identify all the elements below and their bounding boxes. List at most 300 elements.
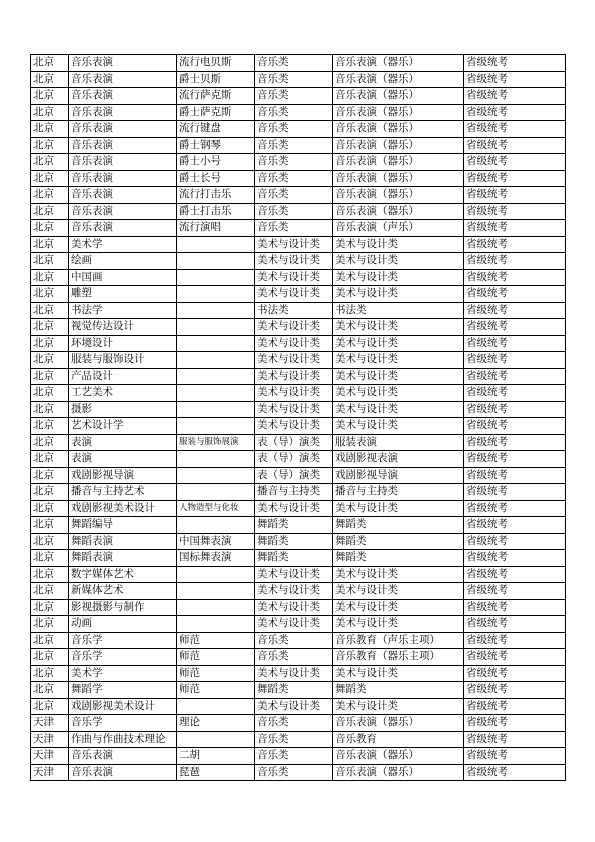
exam-category-cell: 音乐类 — [255, 187, 333, 204]
exam-subject-cell: 音乐表演（器乐） — [333, 715, 464, 732]
direction-cell: 爵士萨克斯 — [177, 104, 255, 121]
province-cell: 北京 — [31, 88, 69, 105]
exam-subject-cell: 美术与设计类 — [333, 599, 464, 616]
province-cell: 北京 — [31, 434, 69, 451]
major-cell: 音乐表演 — [69, 104, 177, 121]
direction-cell: 人物造型与化妆 — [177, 500, 255, 517]
major-cell: 音乐表演 — [69, 187, 177, 204]
exam-type-cell: 省级统考 — [464, 583, 566, 600]
major-cell: 音乐表演 — [69, 170, 177, 187]
exam-subject-cell: 美术与设计类 — [333, 566, 464, 583]
province-cell: 北京 — [31, 302, 69, 319]
direction-cell — [177, 467, 255, 484]
exam-subject-cell: 美术与设计类 — [333, 665, 464, 682]
exam-subject-cell: 音乐表演（器乐） — [333, 154, 464, 171]
exam-category-cell: 舞蹈类 — [255, 550, 333, 567]
direction-cell: 流行打击乐 — [177, 187, 255, 204]
exam-type-cell: 省级统考 — [464, 269, 566, 286]
province-cell: 天津 — [31, 748, 69, 765]
exam-subject-cell: 音乐教育（器乐主项） — [333, 649, 464, 666]
exam-type-cell: 省级统考 — [464, 682, 566, 699]
province-cell: 北京 — [31, 236, 69, 253]
exam-type-cell: 省级统考 — [464, 599, 566, 616]
exam-category-cell: 美术与设计类 — [255, 418, 333, 435]
province-cell: 北京 — [31, 137, 69, 154]
province-cell: 北京 — [31, 665, 69, 682]
major-cell: 舞蹈学 — [69, 682, 177, 699]
exam-category-cell: 美术与设计类 — [255, 616, 333, 633]
exam-subject-cell: 美术与设计类 — [333, 418, 464, 435]
exam-type-cell: 省级统考 — [464, 401, 566, 418]
direction-cell — [177, 286, 255, 303]
table-row — [31, 682, 566, 699]
direction-cell: 爵士长号 — [177, 170, 255, 187]
exam-category-cell: 音乐类 — [255, 220, 333, 237]
exam-subject-cell: 美术与设计类 — [333, 385, 464, 402]
major-cell: 雕塑 — [69, 286, 177, 303]
exam-type-cell: 省级统考 — [464, 368, 566, 385]
table-row — [31, 137, 566, 154]
table-row — [31, 434, 566, 451]
exam-category-cell: 音乐类 — [255, 203, 333, 220]
table-row — [31, 698, 566, 715]
table-row — [31, 220, 566, 237]
exam-subject-cell: 美术与设计类 — [333, 253, 464, 270]
exam-type-cell: 省级统考 — [464, 649, 566, 666]
province-cell: 北京 — [31, 401, 69, 418]
major-cell: 音乐学 — [69, 632, 177, 649]
exam-category-cell: 舞蹈类 — [255, 533, 333, 550]
major-cell: 摄影 — [69, 401, 177, 418]
province-cell: 北京 — [31, 385, 69, 402]
table-row — [31, 616, 566, 633]
table-row — [31, 368, 566, 385]
exam-subject-cell: 音乐表演（器乐） — [333, 137, 464, 154]
major-cell: 书法学 — [69, 302, 177, 319]
major-cell: 艺术设计学 — [69, 418, 177, 435]
major-cell: 音乐表演 — [69, 220, 177, 237]
major-cell: 音乐表演 — [69, 203, 177, 220]
table-row — [31, 104, 566, 121]
direction-cell — [177, 236, 255, 253]
direction-cell: 琵琶 — [177, 764, 255, 781]
exam-subject-cell: 美术与设计类 — [333, 401, 464, 418]
province-cell: 北京 — [31, 170, 69, 187]
exam-type-cell: 省级统考 — [464, 665, 566, 682]
exam-type-cell: 省级统考 — [464, 220, 566, 237]
exam-category-cell: 播音与主持类 — [255, 484, 333, 501]
table-row — [31, 451, 566, 468]
province-cell: 天津 — [31, 764, 69, 781]
table-row — [31, 418, 566, 435]
major-cell: 音乐表演 — [69, 71, 177, 88]
direction-cell: 服装与服饰展演 — [177, 434, 255, 451]
direction-cell — [177, 616, 255, 633]
exam-category-cell: 音乐类 — [255, 55, 333, 72]
province-cell: 天津 — [31, 731, 69, 748]
exam-type-cell: 省级统考 — [464, 187, 566, 204]
table-body — [31, 55, 566, 781]
exam-type-cell: 省级统考 — [464, 533, 566, 550]
major-cell: 服装与服饰设计 — [69, 352, 177, 369]
exam-type-cell: 省级统考 — [464, 566, 566, 583]
table-row — [31, 550, 566, 567]
exam-category-cell: 音乐类 — [255, 71, 333, 88]
exam-subject-cell: 音乐表演（声乐） — [333, 220, 464, 237]
exam-category-cell: 美术与设计类 — [255, 385, 333, 402]
province-cell: 北京 — [31, 104, 69, 121]
exam-type-cell: 省级统考 — [464, 170, 566, 187]
table-row — [31, 335, 566, 352]
province-cell: 天津 — [31, 715, 69, 732]
table-row — [31, 203, 566, 220]
province-cell: 北京 — [31, 187, 69, 204]
exam-type-cell: 省级统考 — [464, 731, 566, 748]
exam-category-cell: 书法类 — [255, 302, 333, 319]
exam-subject-cell: 舞蹈类 — [333, 517, 464, 534]
exam-category-cell: 音乐类 — [255, 715, 333, 732]
exam-type-cell: 省级统考 — [464, 385, 566, 402]
exam-category-cell: 音乐类 — [255, 731, 333, 748]
table-row — [31, 187, 566, 204]
table-row — [31, 236, 566, 253]
exam-type-cell: 省级统考 — [464, 715, 566, 732]
province-cell: 北京 — [31, 220, 69, 237]
exam-type-cell: 省级统考 — [464, 698, 566, 715]
exam-subject-cell: 舞蹈类 — [333, 533, 464, 550]
direction-cell — [177, 368, 255, 385]
major-cell: 视觉传达设计 — [69, 319, 177, 336]
exam-subject-cell: 音乐教育（声乐主项） — [333, 632, 464, 649]
exam-subject-cell: 戏剧影视表演 — [333, 451, 464, 468]
major-cell: 音乐表演 — [69, 88, 177, 105]
major-cell: 舞蹈表演 — [69, 550, 177, 567]
province-cell: 北京 — [31, 319, 69, 336]
province-cell: 北京 — [31, 154, 69, 171]
direction-cell: 师范 — [177, 682, 255, 699]
exam-category-cell: 美术与设计类 — [255, 665, 333, 682]
exam-category-cell: 音乐类 — [255, 764, 333, 781]
province-cell: 北京 — [31, 599, 69, 616]
direction-cell: 理论 — [177, 715, 255, 732]
exam-category-cell: 舞蹈类 — [255, 517, 333, 534]
direction-cell: 二胡 — [177, 748, 255, 765]
province-cell: 北京 — [31, 451, 69, 468]
province-cell: 北京 — [31, 566, 69, 583]
table-row — [31, 269, 566, 286]
province-cell: 北京 — [31, 467, 69, 484]
exam-type-cell: 省级统考 — [464, 286, 566, 303]
direction-cell — [177, 583, 255, 600]
exam-category-cell: 音乐类 — [255, 88, 333, 105]
exam-category-cell: 美术与设计类 — [255, 401, 333, 418]
major-cell: 音乐表演 — [69, 121, 177, 138]
province-cell: 北京 — [31, 632, 69, 649]
province-cell: 北京 — [31, 583, 69, 600]
exam-category-cell: 音乐类 — [255, 154, 333, 171]
exam-category-cell: 表（导）演类 — [255, 467, 333, 484]
admissions-table — [30, 54, 566, 781]
province-cell: 北京 — [31, 484, 69, 501]
exam-category-cell: 美术与设计类 — [255, 286, 333, 303]
direction-cell — [177, 451, 255, 468]
direction-cell: 师范 — [177, 649, 255, 666]
province-cell: 北京 — [31, 682, 69, 699]
major-cell: 音乐学 — [69, 649, 177, 666]
exam-subject-cell: 音乐表演（器乐） — [333, 748, 464, 765]
exam-category-cell: 美术与设计类 — [255, 566, 333, 583]
table-row — [31, 154, 566, 171]
exam-type-cell: 省级统考 — [464, 467, 566, 484]
direction-cell: 国标舞表演 — [177, 550, 255, 567]
table-row — [31, 71, 566, 88]
exam-subject-cell: 美术与设计类 — [333, 269, 464, 286]
major-cell: 音乐学 — [69, 715, 177, 732]
major-cell: 戏剧影视美术设计 — [69, 698, 177, 715]
direction-cell — [177, 418, 255, 435]
exam-type-cell: 省级统考 — [464, 253, 566, 270]
province-cell: 北京 — [31, 550, 69, 567]
exam-category-cell: 音乐类 — [255, 632, 333, 649]
direction-cell: 流行萨克斯 — [177, 88, 255, 105]
exam-type-cell: 省级统考 — [464, 352, 566, 369]
exam-category-cell: 美术与设计类 — [255, 698, 333, 715]
exam-type-cell: 省级统考 — [464, 302, 566, 319]
province-cell: 北京 — [31, 649, 69, 666]
major-cell: 环境设计 — [69, 335, 177, 352]
direction-cell — [177, 484, 255, 501]
table-row — [31, 385, 566, 402]
major-cell: 戏剧影视导演 — [69, 467, 177, 484]
exam-subject-cell: 音乐表演（器乐） — [333, 187, 464, 204]
major-cell: 表演 — [69, 434, 177, 451]
exam-category-cell: 表（导）演类 — [255, 434, 333, 451]
major-cell: 音乐表演 — [69, 764, 177, 781]
exam-subject-cell: 美术与设计类 — [333, 319, 464, 336]
exam-type-cell: 省级统考 — [464, 451, 566, 468]
direction-cell: 流行键盘 — [177, 121, 255, 138]
exam-category-cell: 美术与设计类 — [255, 335, 333, 352]
province-cell: 北京 — [31, 269, 69, 286]
table-row — [31, 286, 566, 303]
direction-cell — [177, 269, 255, 286]
province-cell: 北京 — [31, 517, 69, 534]
major-cell: 中国画 — [69, 269, 177, 286]
exam-subject-cell: 美术与设计类 — [333, 236, 464, 253]
major-cell: 表演 — [69, 451, 177, 468]
exam-category-cell: 音乐类 — [255, 170, 333, 187]
exam-subject-cell: 音乐表演（器乐） — [333, 71, 464, 88]
exam-subject-cell: 播音与主持类 — [333, 484, 464, 501]
direction-cell: 师范 — [177, 632, 255, 649]
table-row — [31, 533, 566, 550]
table-row — [31, 319, 566, 336]
exam-category-cell: 表（导）演类 — [255, 451, 333, 468]
direction-cell — [177, 517, 255, 534]
direction-cell — [177, 385, 255, 402]
exam-type-cell: 省级统考 — [464, 484, 566, 501]
exam-category-cell: 美术与设计类 — [255, 599, 333, 616]
exam-category-cell: 音乐类 — [255, 121, 333, 138]
table-row — [31, 649, 566, 666]
table-row — [31, 748, 566, 765]
exam-subject-cell: 音乐表演（器乐） — [333, 203, 464, 220]
exam-category-cell: 美术与设计类 — [255, 583, 333, 600]
exam-type-cell: 省级统考 — [464, 418, 566, 435]
major-cell: 音乐表演 — [69, 154, 177, 171]
exam-subject-cell: 美术与设计类 — [333, 352, 464, 369]
province-cell: 北京 — [31, 368, 69, 385]
exam-subject-cell: 音乐表演（器乐） — [333, 88, 464, 105]
exam-category-cell: 美术与设计类 — [255, 368, 333, 385]
table-row — [31, 484, 566, 501]
exam-subject-cell: 戏剧影视导演 — [333, 467, 464, 484]
province-cell: 北京 — [31, 55, 69, 72]
table-row — [31, 500, 566, 517]
major-cell: 舞蹈编导 — [69, 517, 177, 534]
exam-subject-cell: 音乐教育 — [333, 731, 464, 748]
table-row — [31, 401, 566, 418]
exam-category-cell: 美术与设计类 — [255, 352, 333, 369]
direction-cell: 师范 — [177, 665, 255, 682]
major-cell: 音乐表演 — [69, 137, 177, 154]
exam-type-cell: 省级统考 — [464, 764, 566, 781]
table-row — [31, 467, 566, 484]
exam-type-cell: 省级统考 — [464, 748, 566, 765]
exam-subject-cell: 美术与设计类 — [333, 698, 464, 715]
major-cell: 音乐表演 — [69, 55, 177, 72]
exam-subject-cell: 美术与设计类 — [333, 286, 464, 303]
province-cell: 北京 — [31, 418, 69, 435]
province-cell: 北京 — [31, 253, 69, 270]
exam-category-cell: 音乐类 — [255, 649, 333, 666]
province-cell: 北京 — [31, 616, 69, 633]
direction-cell — [177, 319, 255, 336]
direction-cell — [177, 698, 255, 715]
exam-category-cell: 美术与设计类 — [255, 319, 333, 336]
province-cell: 北京 — [31, 500, 69, 517]
exam-type-cell: 省级统考 — [464, 517, 566, 534]
table-row — [31, 764, 566, 781]
exam-type-cell: 省级统考 — [464, 203, 566, 220]
direction-cell: 爵士打击乐 — [177, 203, 255, 220]
direction-cell — [177, 335, 255, 352]
exam-type-cell: 省级统考 — [464, 121, 566, 138]
table-row — [31, 170, 566, 187]
direction-cell: 爵士贝斯 — [177, 71, 255, 88]
table-row — [31, 55, 566, 72]
direction-cell — [177, 599, 255, 616]
table-row — [31, 352, 566, 369]
exam-subject-cell: 美术与设计类 — [333, 583, 464, 600]
direction-cell: 流行演唱 — [177, 220, 255, 237]
province-cell: 北京 — [31, 121, 69, 138]
direction-cell: 爵士钢琴 — [177, 137, 255, 154]
exam-type-cell: 省级统考 — [464, 550, 566, 567]
exam-type-cell: 省级统考 — [464, 236, 566, 253]
major-cell: 工艺美术 — [69, 385, 177, 402]
table-row — [31, 715, 566, 732]
direction-cell — [177, 302, 255, 319]
table-row — [31, 632, 566, 649]
table-row — [31, 731, 566, 748]
direction-cell: 中国舞表演 — [177, 533, 255, 550]
exam-subject-cell: 舞蹈类 — [333, 682, 464, 699]
province-cell: 北京 — [31, 352, 69, 369]
exam-type-cell: 省级统考 — [464, 616, 566, 633]
major-cell: 美术学 — [69, 665, 177, 682]
direction-cell — [177, 566, 255, 583]
exam-subject-cell: 美术与设计类 — [333, 368, 464, 385]
exam-subject-cell: 音乐表演（器乐） — [333, 121, 464, 138]
table-row — [31, 665, 566, 682]
major-cell: 数字媒体艺术 — [69, 566, 177, 583]
exam-type-cell: 省级统考 — [464, 55, 566, 72]
direction-cell: 爵士小号 — [177, 154, 255, 171]
exam-subject-cell: 美术与设计类 — [333, 335, 464, 352]
direction-cell: 流行电贝斯 — [177, 55, 255, 72]
major-cell: 美术学 — [69, 236, 177, 253]
major-cell: 舞蹈表演 — [69, 533, 177, 550]
exam-subject-cell: 舞蹈类 — [333, 550, 464, 567]
exam-type-cell: 省级统考 — [464, 71, 566, 88]
province-cell: 北京 — [31, 335, 69, 352]
major-cell: 音乐表演 — [69, 748, 177, 765]
major-cell: 产品设计 — [69, 368, 177, 385]
table-row — [31, 599, 566, 616]
exam-type-cell: 省级统考 — [464, 137, 566, 154]
table-row — [31, 517, 566, 534]
exam-type-cell: 省级统考 — [464, 88, 566, 105]
exam-subject-cell: 音乐表演（器乐） — [333, 764, 464, 781]
exam-type-cell: 省级统考 — [464, 434, 566, 451]
major-cell: 作曲与作曲技术理论 — [69, 731, 177, 748]
major-cell: 戏剧影视美术设计 — [69, 500, 177, 517]
exam-type-cell: 省级统考 — [464, 500, 566, 517]
major-cell: 绘画 — [69, 253, 177, 270]
province-cell: 北京 — [31, 533, 69, 550]
exam-subject-cell: 音乐表演（器乐） — [333, 170, 464, 187]
exam-category-cell: 音乐类 — [255, 748, 333, 765]
province-cell: 北京 — [31, 286, 69, 303]
exam-category-cell: 音乐类 — [255, 137, 333, 154]
exam-category-cell: 美术与设计类 — [255, 500, 333, 517]
exam-category-cell: 美术与设计类 — [255, 236, 333, 253]
major-cell: 播音与主持艺术 — [69, 484, 177, 501]
exam-type-cell: 省级统考 — [464, 319, 566, 336]
direction-cell — [177, 352, 255, 369]
exam-subject-cell: 音乐表演（器乐） — [333, 55, 464, 72]
major-cell: 影视摄影与制作 — [69, 599, 177, 616]
exam-subject-cell: 音乐表演（器乐） — [333, 104, 464, 121]
exam-category-cell: 音乐类 — [255, 104, 333, 121]
major-cell: 新媒体艺术 — [69, 583, 177, 600]
table-row — [31, 583, 566, 600]
exam-category-cell: 美术与设计类 — [255, 269, 333, 286]
exam-category-cell: 美术与设计类 — [255, 253, 333, 270]
exam-type-cell: 省级统考 — [464, 154, 566, 171]
major-cell: 动画 — [69, 616, 177, 633]
table-row — [31, 121, 566, 138]
exam-type-cell: 省级统考 — [464, 632, 566, 649]
table-row — [31, 88, 566, 105]
province-cell: 北京 — [31, 203, 69, 220]
province-cell: 北京 — [31, 71, 69, 88]
direction-cell — [177, 401, 255, 418]
table-row — [31, 302, 566, 319]
exam-category-cell: 舞蹈类 — [255, 682, 333, 699]
exam-subject-cell: 美术与设计类 — [333, 500, 464, 517]
